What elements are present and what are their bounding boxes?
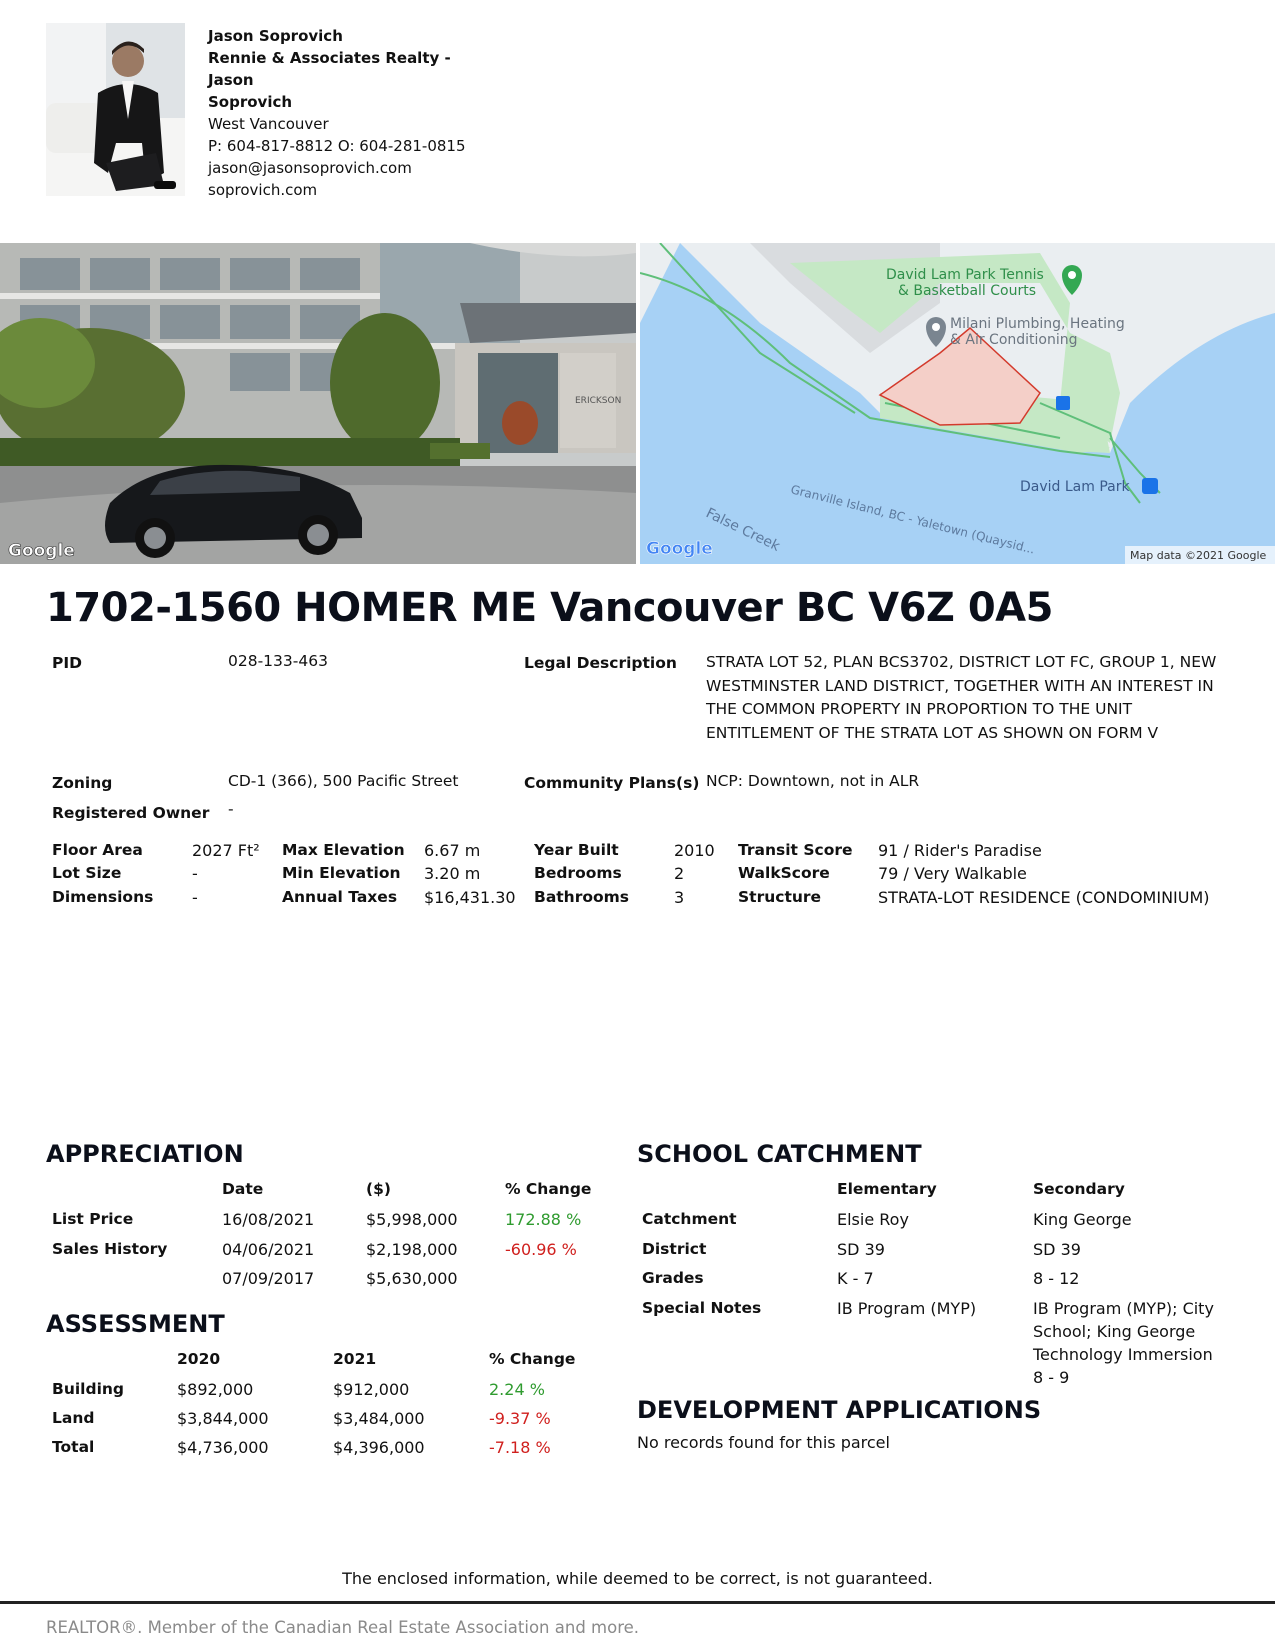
table-cell: SD 39 bbox=[837, 1240, 885, 1259]
agent-email[interactable]: jason@jasonsoprovich.com bbox=[208, 159, 412, 177]
development-applications-message: No records found for this parcel bbox=[637, 1433, 890, 1452]
map-label-park-cont: & Basketball Courts bbox=[898, 283, 1037, 299]
appreciation-header-date: Date bbox=[222, 1180, 264, 1198]
table-cell: 8 - 9 bbox=[1033, 1368, 1070, 1387]
agent-company-cont: Soprovich bbox=[208, 93, 293, 111]
table-cell: $3,844,000 bbox=[177, 1409, 269, 1428]
table-cell: $5,998,000 bbox=[366, 1210, 458, 1229]
table-cell: 04/06/2021 bbox=[222, 1240, 315, 1259]
floor-area-label: Floor Area bbox=[52, 841, 143, 859]
map-label-park: David Lam Park Tennis bbox=[886, 267, 1044, 283]
transit-score-value: 91 / Rider's Paradise bbox=[878, 841, 1042, 860]
table-cell: $4,396,000 bbox=[333, 1438, 425, 1457]
table-cell: Elsie Roy bbox=[837, 1210, 909, 1229]
annual-taxes-label: Annual Taxes bbox=[282, 888, 398, 906]
assessment-header-2021: 2021 bbox=[333, 1350, 377, 1368]
table-cell: 07/09/2017 bbox=[222, 1269, 315, 1288]
walkscore-value: 79 / Very Walkable bbox=[878, 864, 1027, 883]
bathrooms-label: Bathrooms bbox=[534, 888, 630, 906]
property-address: 1702-1560 HOMER ME Vancouver BC V6Z 0A5 bbox=[46, 585, 1053, 631]
realtor-notice: REALTOR®. Member of the Canadian Real Estate Association and more. bbox=[46, 1618, 640, 1637]
table-cell: IB Program (MYP); City bbox=[1033, 1299, 1214, 1318]
table-cell: K - 7 bbox=[837, 1269, 874, 1288]
zoning-value: CD-1 (366), 500 Pacific Street bbox=[228, 772, 459, 790]
community-plans-value: NCP: Downtown, not in ALR bbox=[706, 772, 920, 790]
table-cell: SD 39 bbox=[1033, 1240, 1081, 1259]
map-attribution: Map data ©2021 Google bbox=[1130, 549, 1267, 562]
min-elevation-value: 3.20 m bbox=[424, 864, 481, 883]
footer-divider bbox=[0, 1601, 1275, 1604]
community-plans-label: Community Plans(s) bbox=[524, 774, 700, 792]
agent-name: Jason Soprovich bbox=[208, 27, 343, 45]
change-negative: -60.96 % bbox=[505, 1240, 577, 1259]
agent-company: Rennie & Associates Realty - Jason bbox=[208, 49, 451, 89]
table-row-label: Total bbox=[52, 1438, 95, 1456]
table-row-label: Land bbox=[52, 1409, 95, 1427]
school-header-secondary: Secondary bbox=[1033, 1180, 1125, 1198]
assessment-title: ASSESSMENT bbox=[46, 1310, 225, 1338]
map-label-water-route: Granville Island, BC - Yaletown (Quaysid... bbox=[789, 482, 1037, 557]
table-row-label: Special Notes bbox=[642, 1299, 762, 1317]
registered-owner-label: Registered Owner bbox=[52, 804, 210, 822]
table-cell: King George bbox=[1033, 1210, 1132, 1229]
dimensions-value: - bbox=[192, 888, 198, 907]
bathrooms-value: 3 bbox=[674, 888, 685, 907]
floor-area-value: 2027 Ft² bbox=[192, 841, 260, 860]
max-elevation-value: 6.67 m bbox=[424, 841, 481, 860]
table-cell: $4,736,000 bbox=[177, 1438, 269, 1457]
structure-value: STRATA-LOT RESIDENCE (CONDOMINIUM) bbox=[878, 888, 1210, 907]
agent-phones: P: 604-817-8812 O: 604-281-0815 bbox=[208, 137, 466, 155]
bedrooms-label: Bedrooms bbox=[534, 864, 622, 882]
school-catchment-title: SCHOOL CATCHMENT bbox=[637, 1140, 922, 1168]
appreciation-header-price: ($) bbox=[366, 1180, 391, 1198]
zoning-label: Zoning bbox=[52, 774, 113, 792]
change-negative: -9.37 % bbox=[489, 1409, 551, 1428]
dimensions-label: Dimensions bbox=[52, 888, 154, 906]
map-label-business: Milani Plumbing, Heating bbox=[950, 316, 1125, 332]
registered-owner-value: - bbox=[228, 800, 234, 818]
google-logo: Google bbox=[8, 541, 75, 561]
table-cell: 8 - 12 bbox=[1033, 1269, 1080, 1288]
year-built-label: Year Built bbox=[534, 841, 619, 859]
pid-value: 028-133-463 bbox=[228, 652, 328, 670]
table-cell: 16/08/2021 bbox=[222, 1210, 315, 1229]
legal-description-value: STRATA LOT 52, PLAN BCS3702, DISTRICT LOT FC, GROUP 1, NEW WESTMINSTER LAND DISTRICT, TOGETHER WITH AN INTEREST IN THE COMMON PROPERTY IN PROPORTION TO THE UNIT ENTITLEMENT OF THE STRATA LOT AS SHOWN ON FORM V bbox=[706, 653, 1217, 742]
map-label-false-creek: False Creek bbox=[703, 505, 783, 555]
table-cell: IB Program (MYP) bbox=[837, 1299, 977, 1318]
transit-score-label: Transit Score bbox=[738, 841, 853, 859]
assessment-header-change: % Change bbox=[489, 1350, 576, 1368]
table-cell: $2,198,000 bbox=[366, 1240, 458, 1259]
legal-description-label: Legal Description bbox=[524, 654, 677, 672]
agent-website[interactable]: soprovich.com bbox=[208, 181, 318, 199]
table-row-label: Sales History bbox=[52, 1240, 168, 1258]
table-cell: $3,484,000 bbox=[333, 1409, 425, 1428]
building-sign: ERICKSON bbox=[575, 396, 622, 406]
table-row-label: Building bbox=[52, 1380, 125, 1398]
disclaimer: The enclosed information, while deemed to be correct, is not guaranteed. bbox=[342, 1569, 933, 1588]
change-negative: -7.18 % bbox=[489, 1438, 551, 1457]
assessment-header-2020: 2020 bbox=[177, 1350, 221, 1368]
school-header-elementary: Elementary bbox=[837, 1180, 937, 1198]
table-row-label: District bbox=[642, 1240, 707, 1258]
table-row-label: Grades bbox=[642, 1269, 704, 1287]
change-positive: 172.88 % bbox=[505, 1210, 582, 1229]
agent-city: West Vancouver bbox=[208, 115, 329, 133]
max-elevation-label: Max Elevation bbox=[282, 841, 405, 859]
development-applications-title: DEVELOPMENT APPLICATIONS bbox=[637, 1396, 1042, 1424]
table-cell: Technology Immersion bbox=[1033, 1345, 1213, 1364]
lot-size-value: - bbox=[192, 864, 198, 883]
table-cell: $892,000 bbox=[177, 1380, 254, 1399]
year-built-value: 2010 bbox=[674, 841, 715, 860]
appreciation-header-change: % Change bbox=[505, 1180, 592, 1198]
google-logo: Google bbox=[646, 539, 713, 559]
table-row-label: List Price bbox=[52, 1210, 134, 1228]
min-elevation-label: Min Elevation bbox=[282, 864, 401, 882]
pid-label: PID bbox=[52, 654, 82, 672]
change-positive: 2.24 % bbox=[489, 1380, 545, 1399]
structure-label: Structure bbox=[738, 888, 822, 906]
bedrooms-value: 2 bbox=[674, 864, 685, 883]
map-label-business-cont: & Air Conditioning bbox=[950, 332, 1078, 348]
annual-taxes-value: $16,431.30 bbox=[424, 888, 516, 907]
walkscore-label: WalkScore bbox=[738, 864, 830, 882]
table-cell: School; King George bbox=[1033, 1322, 1196, 1341]
map-label-david-lam: David Lam Park bbox=[1020, 479, 1130, 495]
table-cell: $5,630,000 bbox=[366, 1269, 458, 1288]
table-row-label: Catchment bbox=[642, 1210, 737, 1228]
appreciation-title: APPRECIATION bbox=[46, 1140, 244, 1168]
table-cell: $912,000 bbox=[333, 1380, 410, 1399]
lot-size-label: Lot Size bbox=[52, 864, 122, 882]
